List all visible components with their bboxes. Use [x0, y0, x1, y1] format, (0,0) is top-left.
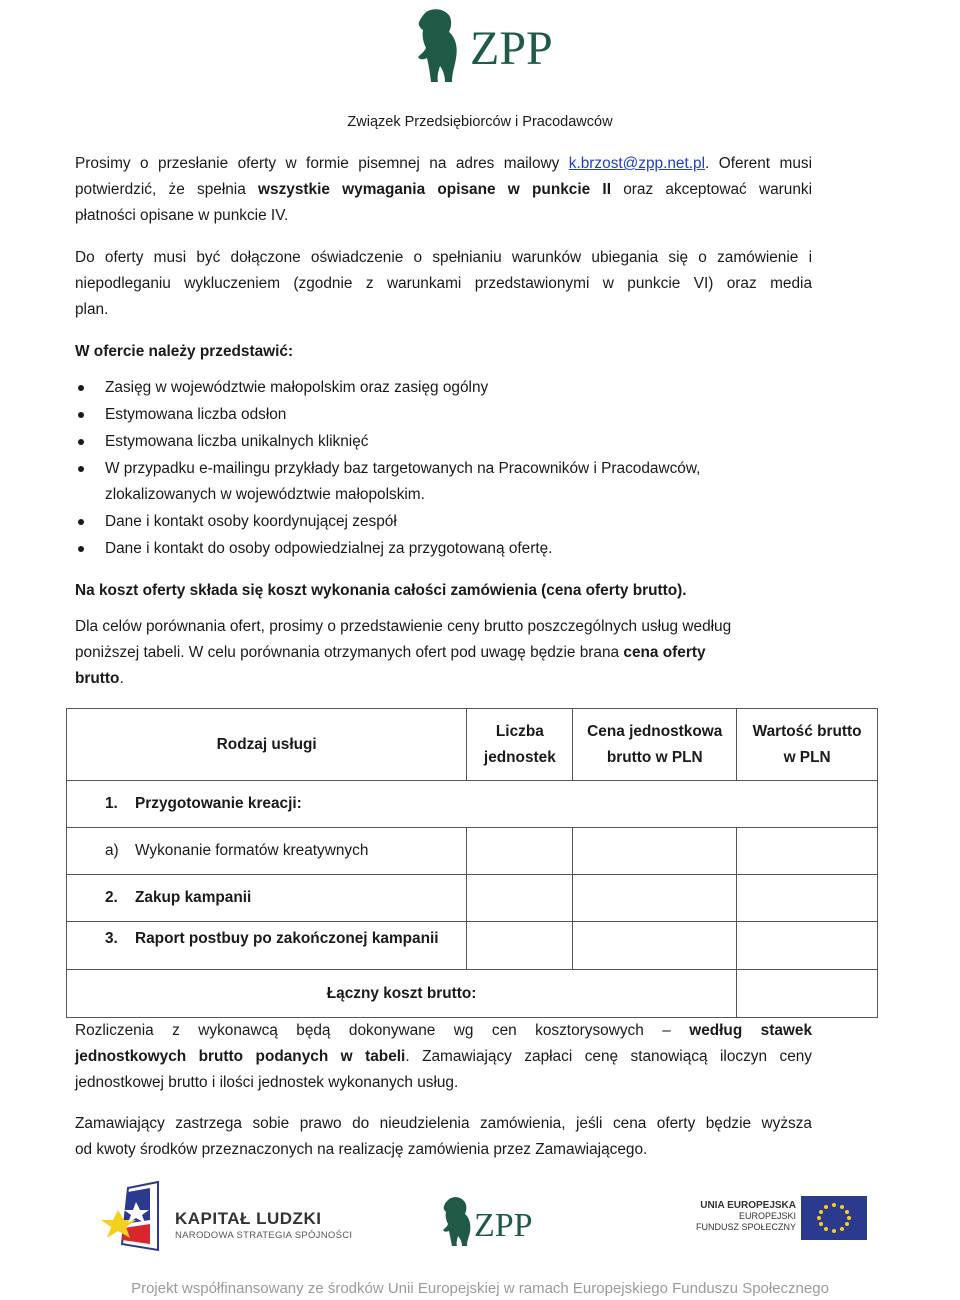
zpp-footer-logo	[443, 1197, 533, 1246]
unit-price-cell[interactable]	[573, 875, 737, 922]
header-service-type: Rodzaj usługi	[67, 709, 467, 781]
total-value-cell[interactable]	[737, 828, 878, 875]
offer-heading: W ofercie należy przedstawić:	[75, 343, 294, 360]
bear-icon	[418, 9, 457, 82]
footer-logo-strip	[0, 1180, 960, 1260]
list-item: W przypadku e-mailingu przykłady baz targetowanych na Pracowników i Pracodawców, zlokalizowanych w województwie małopolskim.	[75, 456, 815, 508]
table-row	[67, 828, 878, 875]
table-row	[67, 781, 878, 828]
total-value-cell[interactable]	[737, 922, 878, 970]
email-link[interactable]: k.brzost@zpp.net.pl	[568, 155, 706, 172]
table-row	[67, 970, 878, 1018]
kapital-ludzki-wordmark: KAPITAŁ LUDZKI NARODOWA STRATEGIA SPÓJNOŚCI	[175, 1209, 353, 1241]
offer-requirements-list	[75, 375, 815, 563]
table-row	[67, 875, 878, 922]
list-item: Dane i kontakt do osoby odpowiedzialnej za przygotowaną ofertę.	[75, 536, 815, 562]
organization-name: Związek Przedsiębiorców i Pracodawców	[347, 114, 613, 130]
list-item: Estymowana liczba odsłon	[75, 402, 815, 428]
settlement-paragraph: Rozliczenia z wykonawcą będą dokonywane wg cen kosztorysowych – według stawek jednostkowych brutto podanych w tabeli. Zamawiający zapłaci cenę stanowiącą iloczyn ceny jednostkowej brutto i ilości jednostek wykonanych usług.	[75, 1022, 813, 1091]
row-label: a) Wykonanie formatów kreatywnych	[67, 828, 467, 875]
cost-statement: Na koszt oferty składa się koszt wykonania całości zamówienia (cena oferty brutto).	[75, 582, 687, 599]
header-unit-price: Cena jednostkowa brutto w PLN	[573, 709, 737, 781]
submission-paragraph: Prosimy o przesłanie oferty w formie pisemnej na adres mailowy k.brzost@zpp.net.pl. Oferent musi potwierdzić, że spełnia wszystkie wymagania opisane w punkcie II oraz akceptować warunki płatności opisane w punkcie IV.	[75, 155, 812, 224]
eu-wordmark: UNIA EUROPEJSKA EUROPEJSKI FUNDUSZ SPOŁECZNY	[695, 1200, 796, 1232]
unit-price-cell[interactable]	[573, 828, 737, 875]
bear-icon	[443, 1197, 470, 1246]
cofinancing-note: Projekt współfinansowany ze środków Unii Europejskiej w ramach Europejskiego Funduszu Społecznego	[131, 1280, 829, 1297]
total-value-cell[interactable]	[737, 875, 878, 922]
eu-flag-icon	[801, 1196, 867, 1240]
reservation-paragraph: Zamawiający zastrzega sobie prawo do nieudzielenia zamówienia, jeśli cena oferty będzie wyższa od kwoty środków przeznaczonych na realizację zamówienia przez Zamawiającego.	[75, 1115, 812, 1158]
list-item: Zasięg w województwie małopolskim oraz zasięg ogólny	[75, 375, 815, 401]
zpp-logo	[412, 6, 572, 84]
header-total-value: Wartość brutto w PLN	[737, 709, 878, 781]
list-item: Dane i kontakt osoby koordynującej zespół	[75, 509, 815, 535]
unit-count-cell[interactable]	[467, 828, 573, 875]
svg-text:ZPP: ZPP	[470, 22, 553, 75]
kapital-ludzki-logo-icon	[101, 1182, 158, 1250]
svg-text:ZPP: ZPP	[474, 1207, 533, 1244]
unit-count-cell[interactable]	[467, 922, 573, 970]
unit-price-cell[interactable]	[573, 922, 737, 970]
header-unit-count: Liczba jednostek	[467, 709, 573, 781]
pricing-table	[66, 708, 878, 1018]
row-label: 1. Przygotowanie kreacji:	[67, 781, 878, 828]
comparison-paragraph: Dla celów porównania ofert, prosimy o przedstawienie ceny brutto poszczególnych usług według poniższej tabeli. W celu porównania otrzymanych ofert pod uwagę będzie brana cena oferty brutto.	[75, 618, 732, 687]
total-label: Łączny koszt brutto:	[67, 970, 737, 1018]
grand-total-cell[interactable]	[737, 970, 878, 1018]
row-label: 3. Raport postbuy po zakończonej kampanii	[67, 922, 467, 970]
list-item: Estymowana liczba unikalnych kliknięć	[75, 429, 815, 455]
table-row	[67, 922, 878, 970]
unit-count-cell[interactable]	[467, 875, 573, 922]
declaration-paragraph: Do oferty musi być dołączone oświadczenie o spełnianiu warunków ubiegania się o zamówienie i niepodleganiu wykluczeniem (zgodnie z warunkami przedstawionymi w punkcie VI) oraz media plan.	[75, 249, 812, 318]
row-label: 2. Zakup kampanii	[67, 875, 467, 922]
